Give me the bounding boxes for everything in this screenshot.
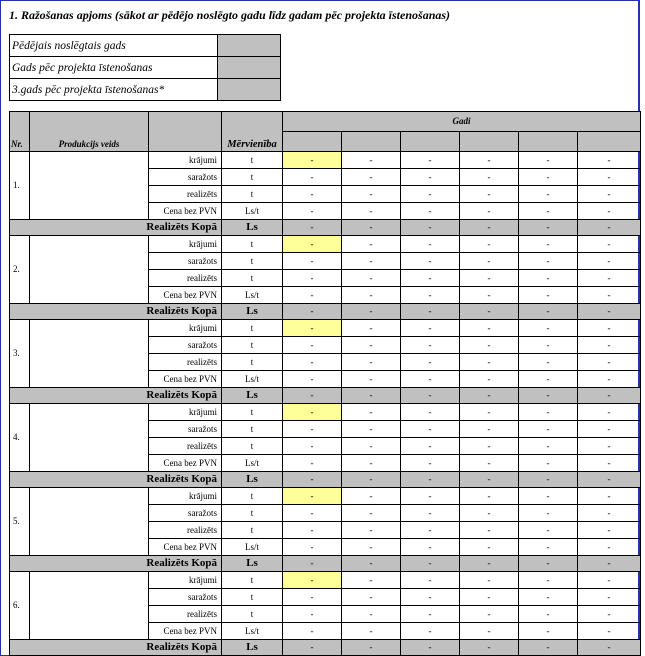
total-value-cell[interactable]: -: [283, 472, 342, 488]
value-cell[interactable]: -: [283, 606, 342, 623]
value-cell[interactable]: -: [460, 152, 519, 169]
value-cell[interactable]: -: [342, 354, 401, 371]
value-cell[interactable]: -: [401, 572, 460, 589]
total-value-cell[interactable]: -: [578, 556, 641, 572]
value-cell[interactable]: -: [460, 186, 519, 203]
value-cell[interactable]: -: [283, 203, 342, 220]
value-cell[interactable]: -: [283, 287, 342, 304]
total-value-cell[interactable]: -: [342, 388, 401, 404]
value-cell[interactable]: -: [401, 337, 460, 354]
value-cell[interactable]: -: [342, 539, 401, 556]
col-header-blank: [149, 112, 222, 152]
total-value-cell[interactable]: -: [460, 220, 519, 236]
value-cell[interactable]: -: [342, 169, 401, 186]
value-cell[interactable]: -: [578, 371, 641, 388]
row-type-label: krājumi: [149, 488, 222, 505]
total-value-cell[interactable]: -: [283, 388, 342, 404]
year-info-table: [9, 34, 281, 101]
value-cell[interactable]: -: [578, 270, 641, 287]
year-header-cell[interactable]: [578, 132, 641, 152]
row-type-label: realizēts: [149, 354, 222, 371]
col-header-years: Gadi: [283, 112, 641, 132]
value-cell[interactable]: -: [342, 505, 401, 522]
value-cell[interactable]: -: [342, 623, 401, 640]
total-label: Realizēts Kopā: [10, 304, 222, 320]
info-label: Pēdējais noslēgtais gads: [10, 35, 218, 57]
total-value-cell[interactable]: -: [519, 220, 578, 236]
value-cell[interactable]: -: [401, 203, 460, 220]
value-cell[interactable]: -: [519, 606, 578, 623]
value-cell[interactable]: -: [283, 152, 342, 169]
value-cell[interactable]: -: [401, 152, 460, 169]
value-cell[interactable]: -: [342, 455, 401, 472]
unit-cell: t: [222, 404, 283, 421]
row-type-label: realizēts: [149, 438, 222, 455]
value-cell[interactable]: -: [578, 253, 641, 270]
table-row: [10, 236, 641, 253]
value-cell[interactable]: -: [578, 421, 641, 438]
value-cell[interactable]: -: [401, 539, 460, 556]
value-cell[interactable]: -: [460, 438, 519, 455]
value-cell[interactable]: -: [578, 488, 641, 505]
total-value-cell[interactable]: -: [519, 304, 578, 320]
row-type-label: krājumi: [149, 404, 222, 421]
total-value-cell[interactable]: -: [401, 556, 460, 572]
row-type-label: saražots: [149, 169, 222, 186]
row-type-label: saražots: [149, 337, 222, 354]
value-cell[interactable]: -: [519, 236, 578, 253]
value-cell[interactable]: -: [578, 152, 641, 169]
table-row: [10, 572, 641, 589]
value-cell[interactable]: -: [578, 287, 641, 304]
value-cell[interactable]: -: [342, 337, 401, 354]
value-cell[interactable]: -: [578, 455, 641, 472]
value-cell[interactable]: -: [519, 253, 578, 270]
value-cell[interactable]: -: [578, 623, 641, 640]
product-name-cell[interactable]: [30, 488, 149, 556]
year-header-cell[interactable]: [342, 132, 401, 152]
unit-cell: Ls/t: [222, 539, 283, 556]
info-value-cell[interactable]: [218, 79, 281, 101]
info-row: [10, 79, 281, 101]
value-cell[interactable]: -: [401, 169, 460, 186]
total-row: [10, 220, 641, 236]
row-type-label: krājumi: [149, 152, 222, 169]
value-cell[interactable]: -: [519, 404, 578, 421]
row-type-label: krājumi: [149, 572, 222, 589]
value-cell[interactable]: -: [401, 522, 460, 539]
unit-cell: t: [222, 572, 283, 589]
value-cell[interactable]: -: [519, 438, 578, 455]
unit-cell: t: [222, 236, 283, 253]
total-value-cell[interactable]: -: [283, 556, 342, 572]
row-type-label: saražots: [149, 589, 222, 606]
product-name-cell[interactable]: [30, 152, 149, 220]
total-row: [10, 388, 641, 404]
value-cell[interactable]: -: [342, 371, 401, 388]
value-cell[interactable]: -: [283, 488, 342, 505]
value-cell[interactable]: -: [460, 488, 519, 505]
value-cell[interactable]: -: [519, 488, 578, 505]
product-name-cell[interactable]: [30, 572, 149, 640]
value-cell[interactable]: -: [342, 203, 401, 220]
total-row: [10, 556, 641, 572]
unit-cell: Ls/t: [222, 203, 283, 220]
col-header-unit: Mērvienība: [222, 112, 283, 152]
value-cell[interactable]: -: [401, 606, 460, 623]
header-row-1: [10, 112, 641, 132]
total-value-cell[interactable]: -: [519, 556, 578, 572]
value-cell[interactable]: -: [283, 169, 342, 186]
value-cell[interactable]: -: [578, 236, 641, 253]
info-label: Gads pēc projekta īstenošanas: [10, 57, 218, 79]
unit-cell: t: [222, 152, 283, 169]
value-cell[interactable]: -: [578, 522, 641, 539]
value-cell[interactable]: -: [578, 337, 641, 354]
value-cell[interactable]: -: [460, 539, 519, 556]
unit-cell: t: [222, 505, 283, 522]
value-cell[interactable]: -: [283, 589, 342, 606]
value-cell[interactable]: -: [342, 236, 401, 253]
year-header-cell[interactable]: [519, 132, 578, 152]
unit-cell: Ls/t: [222, 455, 283, 472]
value-cell[interactable]: -: [283, 522, 342, 539]
row-type-label: Cena bez PVN: [149, 455, 222, 472]
product-name-cell[interactable]: [30, 236, 149, 304]
group-number: 1.: [10, 152, 30, 220]
unit-cell: t: [222, 606, 283, 623]
value-cell[interactable]: -: [342, 287, 401, 304]
row-type-label: Cena bez PVN: [149, 623, 222, 640]
row-type-label: krājumi: [149, 320, 222, 337]
row-type-label: Cena bez PVN: [149, 539, 222, 556]
value-cell[interactable]: -: [401, 505, 460, 522]
value-cell[interactable]: -: [342, 253, 401, 270]
value-cell[interactable]: -: [283, 455, 342, 472]
value-cell[interactable]: -: [460, 371, 519, 388]
group-number: 3.: [10, 320, 30, 388]
value-cell[interactable]: -: [401, 186, 460, 203]
value-cell[interactable]: -: [460, 337, 519, 354]
value-cell[interactable]: -: [342, 152, 401, 169]
group-number: 5.: [10, 488, 30, 556]
value-cell[interactable]: -: [342, 270, 401, 287]
total-label: Realizēts Kopā: [10, 640, 222, 656]
value-cell[interactable]: -: [460, 354, 519, 371]
total-label: Realizēts Kopā: [10, 472, 222, 488]
value-cell[interactable]: -: [519, 539, 578, 556]
value-cell[interactable]: -: [401, 438, 460, 455]
value-cell[interactable]: -: [519, 169, 578, 186]
value-cell[interactable]: -: [401, 320, 460, 337]
col-header-product: Produkcijs veids: [30, 112, 149, 152]
unit-cell: t: [222, 589, 283, 606]
unit-cell: t: [222, 169, 283, 186]
col-header-nr: Nr.: [10, 112, 30, 152]
value-cell[interactable]: -: [460, 287, 519, 304]
unit-cell: t: [222, 354, 283, 371]
value-cell[interactable]: -: [401, 421, 460, 438]
total-value-cell[interactable]: -: [401, 640, 460, 656]
value-cell[interactable]: -: [578, 589, 641, 606]
value-cell[interactable]: -: [283, 539, 342, 556]
total-unit: Ls: [222, 388, 283, 404]
value-cell[interactable]: -: [578, 606, 641, 623]
row-type-label: krājumi: [149, 236, 222, 253]
value-cell[interactable]: -: [401, 354, 460, 371]
total-value-cell[interactable]: -: [460, 304, 519, 320]
unit-cell: t: [222, 438, 283, 455]
value-cell[interactable]: -: [401, 455, 460, 472]
value-cell[interactable]: -: [342, 438, 401, 455]
unit-cell: t: [222, 488, 283, 505]
total-value-cell[interactable]: -: [401, 388, 460, 404]
value-cell[interactable]: -: [578, 203, 641, 220]
value-cell[interactable]: -: [519, 270, 578, 287]
value-cell[interactable]: -: [401, 371, 460, 388]
total-label: Realizēts Kopā: [10, 556, 222, 572]
total-row: [10, 640, 641, 656]
row-type-label: Cena bez PVN: [149, 287, 222, 304]
value-cell[interactable]: -: [283, 623, 342, 640]
value-cell[interactable]: -: [342, 589, 401, 606]
value-cell[interactable]: -: [460, 606, 519, 623]
table-row: [10, 152, 641, 169]
total-unit: Ls: [222, 556, 283, 572]
value-cell[interactable]: -: [401, 404, 460, 421]
total-value-cell[interactable]: -: [578, 388, 641, 404]
value-cell[interactable]: -: [283, 270, 342, 287]
total-label: Realizēts Kopā: [10, 388, 222, 404]
value-cell[interactable]: -: [460, 421, 519, 438]
value-cell[interactable]: -: [283, 404, 342, 421]
value-cell[interactable]: -: [342, 186, 401, 203]
product-name-cell[interactable]: [30, 404, 149, 472]
total-unit: Ls: [222, 220, 283, 236]
value-cell[interactable]: -: [519, 203, 578, 220]
unit-cell: Ls/t: [222, 287, 283, 304]
total-value-cell[interactable]: -: [342, 556, 401, 572]
total-row: [10, 304, 641, 320]
value-cell[interactable]: -: [460, 203, 519, 220]
group-number: 4.: [10, 404, 30, 472]
unit-cell: t: [222, 320, 283, 337]
group-number: 2.: [10, 236, 30, 304]
value-cell[interactable]: -: [460, 236, 519, 253]
value-cell[interactable]: -: [283, 337, 342, 354]
value-cell[interactable]: -: [401, 270, 460, 287]
value-cell[interactable]: -: [283, 438, 342, 455]
row-type-label: saražots: [149, 253, 222, 270]
total-row: [10, 472, 641, 488]
value-cell[interactable]: -: [519, 354, 578, 371]
value-cell[interactable]: -: [342, 572, 401, 589]
row-type-label: Cena bez PVN: [149, 203, 222, 220]
value-cell[interactable]: -: [578, 404, 641, 421]
value-cell[interactable]: -: [342, 488, 401, 505]
group-number: 6.: [10, 572, 30, 640]
total-value-cell[interactable]: -: [401, 220, 460, 236]
value-cell[interactable]: -: [519, 152, 578, 169]
row-type-label: saražots: [149, 505, 222, 522]
value-cell[interactable]: -: [401, 589, 460, 606]
value-cell[interactable]: -: [283, 186, 342, 203]
row-type-label: Cena bez PVN: [149, 371, 222, 388]
value-cell[interactable]: -: [460, 169, 519, 186]
value-cell[interactable]: -: [460, 270, 519, 287]
row-type-label: realizēts: [149, 522, 222, 539]
value-cell[interactable]: -: [283, 354, 342, 371]
year-header-cell[interactable]: [460, 132, 519, 152]
value-cell[interactable]: -: [578, 572, 641, 589]
total-value-cell[interactable]: -: [460, 556, 519, 572]
value-cell[interactable]: -: [460, 253, 519, 270]
value-cell[interactable]: -: [283, 320, 342, 337]
total-unit: Ls: [222, 472, 283, 488]
total-value-cell[interactable]: -: [283, 220, 342, 236]
total-value-cell[interactable]: -: [401, 304, 460, 320]
value-cell[interactable]: -: [342, 606, 401, 623]
total-value-cell[interactable]: -: [578, 472, 641, 488]
value-cell[interactable]: -: [283, 236, 342, 253]
total-value-cell[interactable]: -: [578, 304, 641, 320]
unit-cell: Ls/t: [222, 371, 283, 388]
unit-cell: t: [222, 270, 283, 287]
total-value-cell[interactable]: -: [342, 640, 401, 656]
total-value-cell[interactable]: -: [342, 304, 401, 320]
value-cell[interactable]: -: [519, 572, 578, 589]
total-value-cell[interactable]: -: [578, 640, 641, 656]
value-cell[interactable]: -: [401, 287, 460, 304]
table-row: [10, 320, 641, 337]
info-label: 3.gads pēc projekta īstenošanas*: [10, 79, 218, 101]
info-value-cell[interactable]: [218, 35, 281, 57]
value-cell[interactable]: -: [519, 421, 578, 438]
value-cell[interactable]: -: [578, 505, 641, 522]
row-type-label: realizēts: [149, 270, 222, 287]
value-cell[interactable]: -: [519, 186, 578, 203]
value-cell[interactable]: -: [519, 522, 578, 539]
unit-cell: t: [222, 337, 283, 354]
value-cell[interactable]: -: [283, 505, 342, 522]
unit-cell: t: [222, 186, 283, 203]
table-row: [10, 488, 641, 505]
row-type-label: realizēts: [149, 186, 222, 203]
table-row: [10, 404, 641, 421]
info-row: [10, 57, 281, 79]
total-value-cell[interactable]: -: [460, 640, 519, 656]
unit-cell: t: [222, 253, 283, 270]
year-header-cell[interactable]: [283, 132, 342, 152]
value-cell[interactable]: -: [460, 522, 519, 539]
value-cell[interactable]: -: [460, 404, 519, 421]
total-value-cell[interactable]: -: [519, 640, 578, 656]
value-cell[interactable]: -: [460, 455, 519, 472]
unit-cell: t: [222, 522, 283, 539]
info-value-cell[interactable]: [218, 57, 281, 79]
total-value-cell[interactable]: -: [519, 388, 578, 404]
row-type-label: saražots: [149, 421, 222, 438]
value-cell[interactable]: -: [519, 371, 578, 388]
row-type-label: realizēts: [149, 606, 222, 623]
value-cell[interactable]: -: [342, 522, 401, 539]
value-cell[interactable]: -: [578, 320, 641, 337]
total-value-cell[interactable]: -: [283, 640, 342, 656]
value-cell[interactable]: -: [578, 169, 641, 186]
value-cell[interactable]: -: [342, 404, 401, 421]
value-cell[interactable]: -: [283, 253, 342, 270]
value-cell[interactable]: -: [401, 253, 460, 270]
value-cell[interactable]: -: [283, 572, 342, 589]
value-cell[interactable]: -: [342, 421, 401, 438]
total-value-cell[interactable]: -: [283, 304, 342, 320]
value-cell[interactable]: -: [578, 354, 641, 371]
unit-cell: t: [222, 421, 283, 438]
section-title: 1. Ražošanas apjoms (sākot ar pēdējo noslēgto gadu līdz gadam pēc projekta īstenošanas): [9, 8, 451, 22]
value-cell[interactable]: -: [460, 572, 519, 589]
value-cell[interactable]: -: [283, 371, 342, 388]
total-value-cell[interactable]: -: [401, 472, 460, 488]
value-cell[interactable]: -: [460, 623, 519, 640]
value-cell[interactable]: -: [460, 505, 519, 522]
value-cell[interactable]: -: [460, 320, 519, 337]
value-cell[interactable]: -: [578, 438, 641, 455]
total-value-cell[interactable]: -: [460, 388, 519, 404]
total-value-cell[interactable]: -: [342, 220, 401, 236]
total-value-cell[interactable]: -: [578, 220, 641, 236]
total-value-cell[interactable]: -: [342, 472, 401, 488]
value-cell[interactable]: -: [519, 337, 578, 354]
value-cell[interactable]: -: [460, 589, 519, 606]
total-value-cell[interactable]: -: [519, 472, 578, 488]
value-cell[interactable]: -: [578, 186, 641, 203]
total-unit: Ls: [222, 304, 283, 320]
info-row: [10, 35, 281, 57]
total-unit: Ls: [222, 640, 283, 656]
value-cell[interactable]: -: [519, 320, 578, 337]
value-cell[interactable]: -: [283, 421, 342, 438]
value-cell[interactable]: -: [519, 589, 578, 606]
value-cell[interactable]: -: [519, 455, 578, 472]
value-cell[interactable]: -: [519, 623, 578, 640]
value-cell[interactable]: -: [519, 505, 578, 522]
unit-cell: Ls/t: [222, 623, 283, 640]
total-value-cell[interactable]: -: [460, 472, 519, 488]
production-volume-table: [9, 111, 641, 656]
value-cell[interactable]: -: [578, 539, 641, 556]
product-name-cell[interactable]: [30, 320, 149, 388]
value-cell[interactable]: -: [519, 287, 578, 304]
value-cell[interactable]: -: [401, 236, 460, 253]
total-label: Realizēts Kopā: [10, 220, 222, 236]
value-cell[interactable]: -: [342, 320, 401, 337]
value-cell[interactable]: -: [401, 488, 460, 505]
value-cell[interactable]: -: [401, 623, 460, 640]
year-header-cell[interactable]: [401, 132, 460, 152]
